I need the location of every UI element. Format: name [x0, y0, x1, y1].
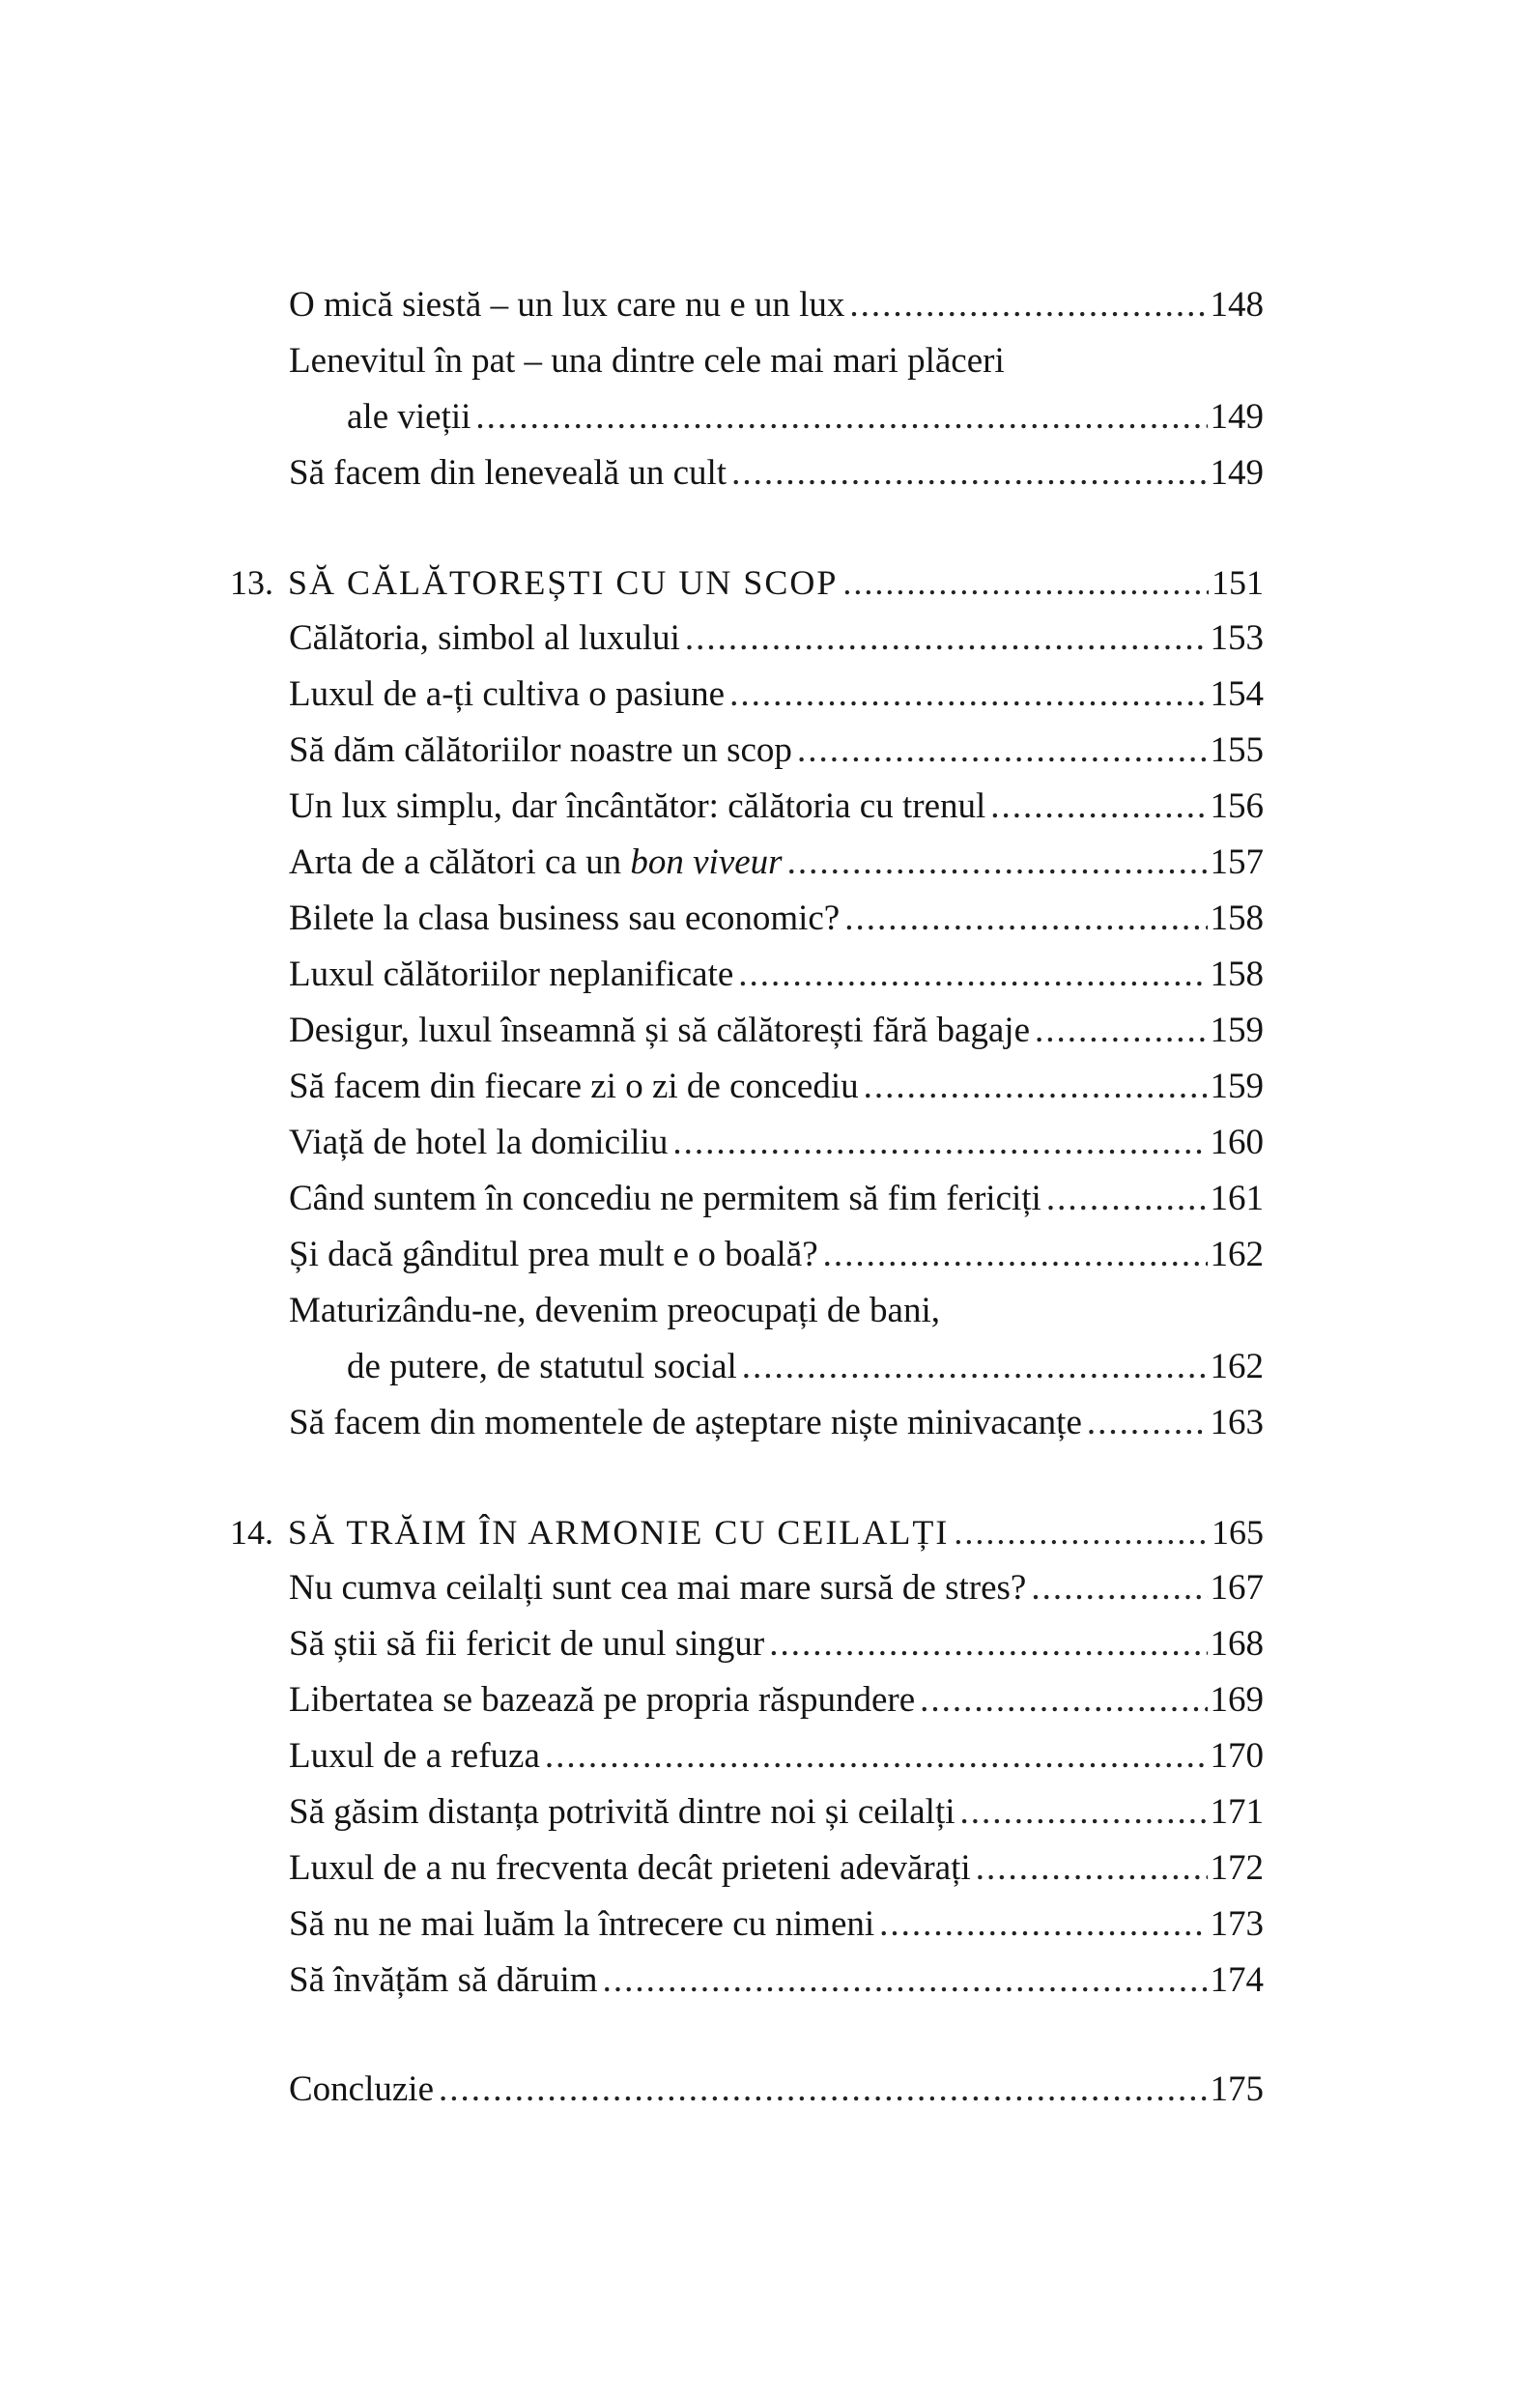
dot-leader: [545, 1728, 1208, 1784]
dot-leader: [920, 1672, 1207, 1728]
toc-entry[interactable]: Luxul de a-ți cultiva o pasiune ..... 154: [230, 667, 1264, 723]
toc-entry[interactable]: Arta de a călători ca un bon viveur ..... 157: [230, 835, 1264, 891]
dot-leader: [603, 1953, 1208, 2009]
dot-leader: [1035, 1003, 1207, 1059]
toc-entry-conclusion[interactable]: Concluzie ..... 175: [230, 2062, 1264, 2118]
dot-leader: [960, 1784, 1208, 1840]
dot-leader: [797, 723, 1208, 779]
chapter-12-tail: [230, 277, 1264, 501]
dot-leader: [672, 1115, 1207, 1171]
chapter-page: 165: [1212, 1513, 1264, 1552]
toc-entry[interactable]: Luxul călătoriilor neplanificate ..... 158: [230, 947, 1264, 1003]
dot-leader: [769, 1616, 1207, 1672]
chapter-title: SĂ CĂLĂTOREȘTI CU UN SCOP: [288, 563, 839, 602]
dot-leader: [1087, 1395, 1208, 1451]
chapter-heading[interactable]: [230, 555, 1264, 611]
dot-leader: [954, 1504, 1209, 1560]
toc-entry[interactable]: Luxul de a nu frecventa decât prieteni adevărați ..... 172: [230, 1840, 1264, 1897]
toc-entry[interactable]: Bilete la clasa business sau economic? ..... 158: [230, 891, 1264, 947]
table-of-contents: [230, 277, 1264, 2118]
toc-entry[interactable]: Viață de hotel la domiciliu ..... 160: [230, 1115, 1264, 1171]
toc-entry[interactable]: Să nu ne mai luăm la întrecere cu nimeni ..... 173: [230, 1897, 1264, 1953]
toc-entry[interactable]: Să învățăm să dăruim ..... 174: [230, 1953, 1264, 2009]
dot-leader: [685, 611, 1208, 667]
dot-leader: [823, 1227, 1208, 1283]
toc-entry[interactable]: Să găsim distanța potrivită dintre noi și ceilalți ..... 171: [230, 1784, 1264, 1840]
toc-entry[interactable]: Să facem din leneveală un cult ..... 149: [230, 445, 1264, 501]
dot-leader: [842, 555, 1209, 611]
dot-leader: [1031, 1560, 1207, 1616]
chapter-heading[interactable]: [230, 1504, 1264, 1560]
toc-entry[interactable]: O mică siestă – un lux care nu e un lux ..... 148: [230, 277, 1264, 333]
toc-entry[interactable]: Nu cumva ceilalți sunt cea mai mare sursă de stres? ..... 167: [230, 1560, 1264, 1616]
toc-entry[interactable]: Să facem din momentele de așteptare niște minivacanțe ..... 163: [230, 1395, 1264, 1451]
dot-leader: [976, 1840, 1208, 1897]
dot-leader: [1046, 1171, 1208, 1227]
toc-entry[interactable]: Să știi să fii fericit de unul singur ..... 168: [230, 1616, 1264, 1672]
dot-leader: [729, 667, 1207, 723]
toc-entry[interactable]: Să facem din fiecare zi o zi de concediu ..... 159: [230, 1059, 1264, 1115]
chapter-number: 13.: [230, 563, 273, 602]
dot-leader: [731, 445, 1207, 501]
toc-entry[interactable]: Desigur, luxul înseamnă și să călătorești fără bagaje ..... 159: [230, 1003, 1264, 1059]
chapter-14: [230, 1504, 1264, 2009]
chapter-number: 14.: [230, 1513, 273, 1552]
dot-leader: [738, 947, 1207, 1003]
conclusion-section: [230, 2062, 1264, 2118]
toc-entry[interactable]: Să dăm călătoriilor noastre un scop ..... 155: [230, 723, 1264, 779]
toc-entry[interactable]: Luxul de a refuza ..... 170: [230, 1728, 1264, 1784]
dot-leader: [439, 2062, 1207, 2118]
dot-leader: [475, 389, 1207, 445]
chapter-page: 151: [1212, 563, 1264, 602]
toc-entry[interactable]: Maturizându-ne, devenim preocupați de bani,: [289, 1291, 940, 1330]
chapter-13: [230, 555, 1264, 1451]
dot-leader: [879, 1897, 1207, 1953]
dot-leader: [849, 277, 1207, 333]
toc-entry[interactable]: Libertatea se bazează pe propria răspundere ..... 169: [230, 1672, 1264, 1728]
toc-entry[interactable]: Și dacă gânditul prea mult e o boală? ..... 162: [230, 1227, 1264, 1283]
chapter-title: SĂ TRĂIM ÎN ARMONIE CU CEILALȚI: [288, 1513, 950, 1552]
toc-entry[interactable]: Când suntem în concediu ne permitem să fim fericiți ..... 161: [230, 1171, 1264, 1227]
dot-leader: [990, 779, 1207, 835]
toc-entry-continuation[interactable]: ale vieții ..... 149: [230, 389, 1264, 445]
dot-leader: [742, 1339, 1208, 1395]
toc-entry[interactable]: Călătoria, simbol al luxului ..... 153: [230, 611, 1264, 667]
dot-leader: [787, 835, 1208, 891]
dot-leader: [844, 891, 1207, 947]
toc-entry[interactable]: Lenevitul în pat – una dintre cele mai mari plăceri: [289, 341, 1005, 381]
toc-entry-continuation[interactable]: de putere, de statutul social ..... 162: [230, 1339, 1264, 1395]
toc-entry[interactable]: Un lux simplu, dar încântător: călătoria cu trenul ..... 156: [230, 779, 1264, 835]
dot-leader: [864, 1059, 1208, 1115]
